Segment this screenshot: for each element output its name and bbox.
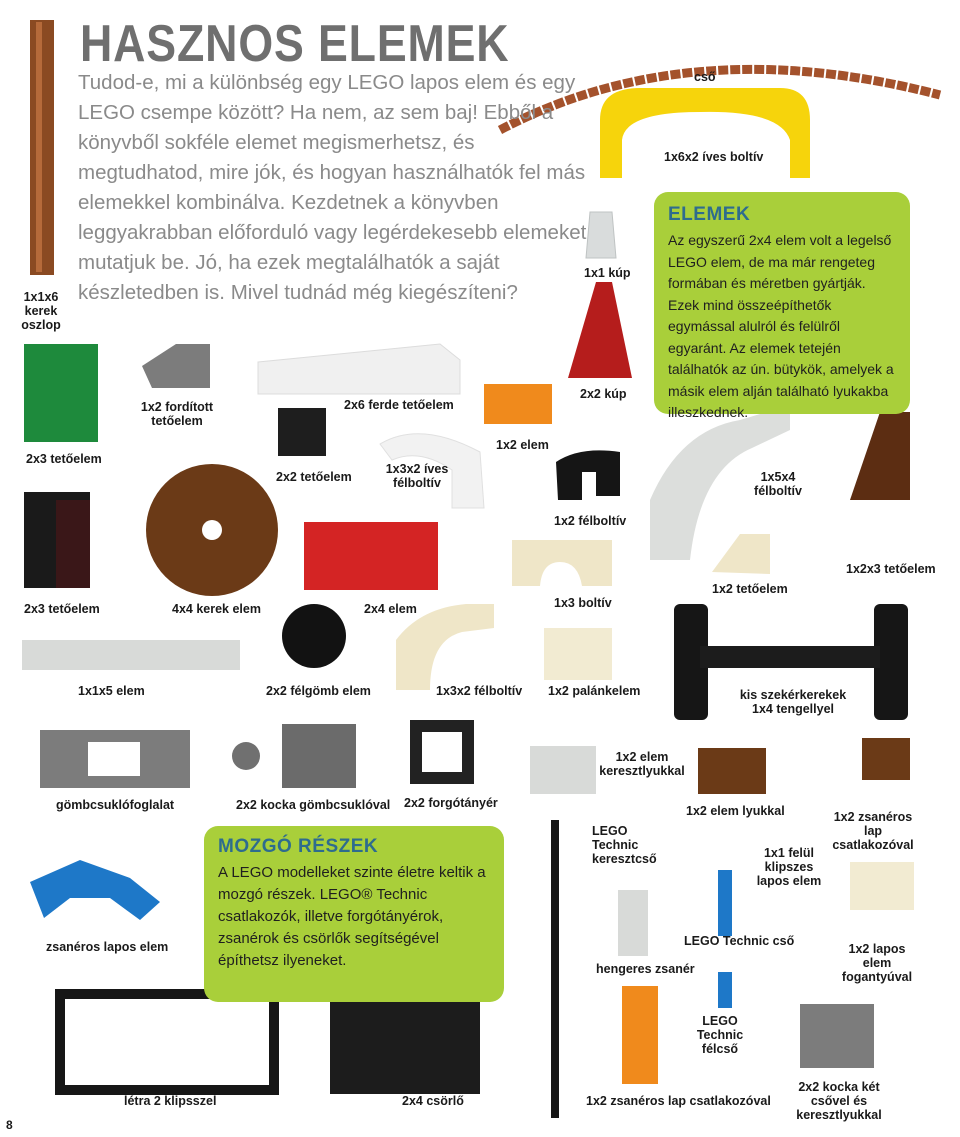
label-fogantyu-1x2: 1x2 lapos elem fogantyúval	[841, 942, 913, 984]
winch-part	[330, 1002, 480, 1094]
half-pin-part	[718, 972, 732, 1008]
label-csorlo: 2x4 csörlő	[402, 1094, 464, 1108]
tan-slope-part	[712, 534, 770, 574]
label-szekerkerek: kis szekérkerekek 1x4 tengellyel	[739, 688, 847, 716]
inverted-slope-part	[142, 344, 210, 388]
label-felboltiv-1x2: 1x2 félboltív	[554, 514, 627, 528]
cross-axle-part	[551, 820, 559, 1118]
tan-fence-part	[850, 862, 914, 910]
label-kocka-gombcsuklo: 2x2 kocka gömbcsuklóval	[236, 798, 391, 812]
red-brick-part	[304, 522, 438, 590]
label-felboltiv-1x3x2-a: 1x3x2 íves félboltív	[385, 462, 449, 490]
label-teto-2x2: 2x2 tetőelem	[276, 470, 352, 484]
label-keresztlyuk-1x2: 1x2 elem keresztlyukkal	[599, 750, 685, 778]
label-oszlop: 1x1x6 kerek oszlop	[21, 290, 61, 332]
label-zsaneros-lap-1x2-b: 1x2 zsanéros lap csatlakozóval	[586, 1094, 771, 1108]
black-half-arch-part	[556, 450, 620, 500]
technic-pin-part	[718, 870, 732, 936]
label-technic-felcso: LEGO Technic félcső	[696, 1014, 744, 1056]
intro-text: Tudod-e, mi a különbség egy LEGO lapos elem és egy LEGO csempe között? Ha nem, az sem baj! Ebből a könyvből sokféle elemet megismerhetsz, és megtudhatod, mire jók, és hogyan használhatók fel más elemekkel kombinálva. Kezdetnek a könyvben leggyakrabban előforduló vagy legérdekesebb elemeket mutatjuk be. Jó, ha ezek megtalálhatók a saját készletedben is. Mivel tudnád még kiegészíteni?	[78, 71, 587, 304]
mozgo-info-box	[204, 826, 504, 1002]
label-palank-1x2: 1x2 palánkelem	[548, 684, 641, 698]
label-teto-1x2x3: 1x2x3 tetőelem	[846, 562, 936, 576]
label-zsaneros-lapos: zsanéros lapos elem	[46, 940, 169, 954]
label-gombcsuklo: gömbcsuklófoglalat	[56, 798, 175, 812]
label-felboltiv-1x3x2-b: 1x3x2 félboltív	[436, 684, 523, 698]
label-kup-1x1: 1x1 kúp	[584, 266, 631, 280]
label-lyukkal-1x2: 1x2 elem lyukkal	[686, 804, 785, 818]
label-teto-1x2: 1x2 tetőelem	[712, 582, 788, 596]
label-klipszes-1x1: 1x1 felül klipszes lapos elem	[756, 846, 822, 888]
hemisphere-part	[282, 604, 346, 668]
brown-slope-part	[850, 412, 910, 500]
label-elem-1x1x5: 1x1x5 elem	[78, 684, 145, 698]
label-boltiv-1x6x2: 1x6x2 íves boltív	[664, 150, 764, 164]
hole-brick-part	[698, 748, 766, 794]
orange-brick-part	[484, 384, 552, 424]
label-elem-2x4: 2x4 elem	[364, 602, 417, 616]
page-title: HASZNOS ELEMEK	[80, 15, 510, 73]
elemek-heading: ELEMEK	[668, 204, 751, 225]
cylinder-hinge-part	[618, 890, 648, 956]
mozgo-heading: MOZGÓ RÉSZEK	[218, 836, 379, 857]
white-slope-part	[258, 344, 460, 394]
blue-hinge-part	[30, 860, 160, 920]
label-zsaneros-lap-1x2-a: 1x2 zsanéros lap csatlakozóval	[832, 810, 914, 852]
label-hengeres-zsaner: hengeres zsanér	[596, 962, 695, 976]
hinge-plate-part	[862, 738, 910, 780]
label-technic-kereszt: LEGO Technic keresztcső	[592, 824, 657, 866]
elemek-info-box	[654, 192, 910, 420]
black-slope-part	[278, 408, 326, 456]
ball-socket-part	[40, 730, 190, 788]
page-number: 8	[6, 1118, 13, 1132]
label-cso: cső	[694, 70, 716, 84]
label-technic-cso: LEGO Technic cső	[684, 934, 795, 948]
orange-hinge-part	[622, 986, 658, 1084]
ladder-part	[60, 994, 274, 1090]
cross-hole-brick-part	[530, 746, 596, 794]
yellow-arch-part	[600, 88, 810, 178]
ball-joint-part	[232, 742, 260, 770]
pins-brick-part	[800, 1004, 874, 1068]
label-kocka-ket-cso: 2x2 kocka két csővel és keresztlyukkal	[796, 1080, 882, 1122]
green-slope-part	[24, 344, 98, 442]
label-boltiv-1x3: 1x3 boltív	[554, 596, 612, 610]
label-teto-2x3-a: 2x3 tetőelem	[26, 452, 102, 466]
label-elem-1x2: 1x2 elem	[496, 438, 549, 452]
label-forgotanyer: 2x2 forgótányér	[404, 796, 498, 810]
long-brick-part	[22, 640, 240, 670]
mozgo-text: A LEGO modelleket szinte életre keltik a mozgó részek. LEGO® Technic csatlakozók, illetve forgótányérok, zsanérok és csörlők segítségével építhetsz ilyeneket.	[218, 864, 486, 969]
label-kerek-4x4: 4x4 kerek elem	[172, 602, 261, 616]
label-teto-2x3-b: 2x3 tetőelem	[24, 602, 100, 616]
label-ferde-2x6: 2x6 ferde tetőelem	[344, 398, 454, 412]
tan-arch-part	[512, 540, 612, 586]
axle-part	[700, 646, 880, 668]
palisade-part	[544, 628, 612, 680]
label-forditott-1x2: 1x2 fordított tetőelem	[140, 400, 214, 428]
label-felboltiv-1x5x4: 1x5x4 félboltív	[754, 470, 802, 498]
tan-half-arch-part	[396, 604, 494, 690]
label-kup-2x2: 2x2 kúp	[580, 387, 627, 401]
label-letra: létra 2 klipsszel	[124, 1094, 217, 1108]
elemek-text: Az egyszerű 2x4 elem volt a legelső LEGO elem, de ma már rengeteg formában és méretben gyártják. Ezek mind összeépíthetők egymással alulról és felülről egyaránt. Az elemek tetején találhatók az ún. bütykök, amelyek a másik elem alján található lyukakba illeszkednek.	[668, 232, 894, 420]
label-felgomb-2x2: 2x2 félgömb elem	[266, 684, 371, 698]
